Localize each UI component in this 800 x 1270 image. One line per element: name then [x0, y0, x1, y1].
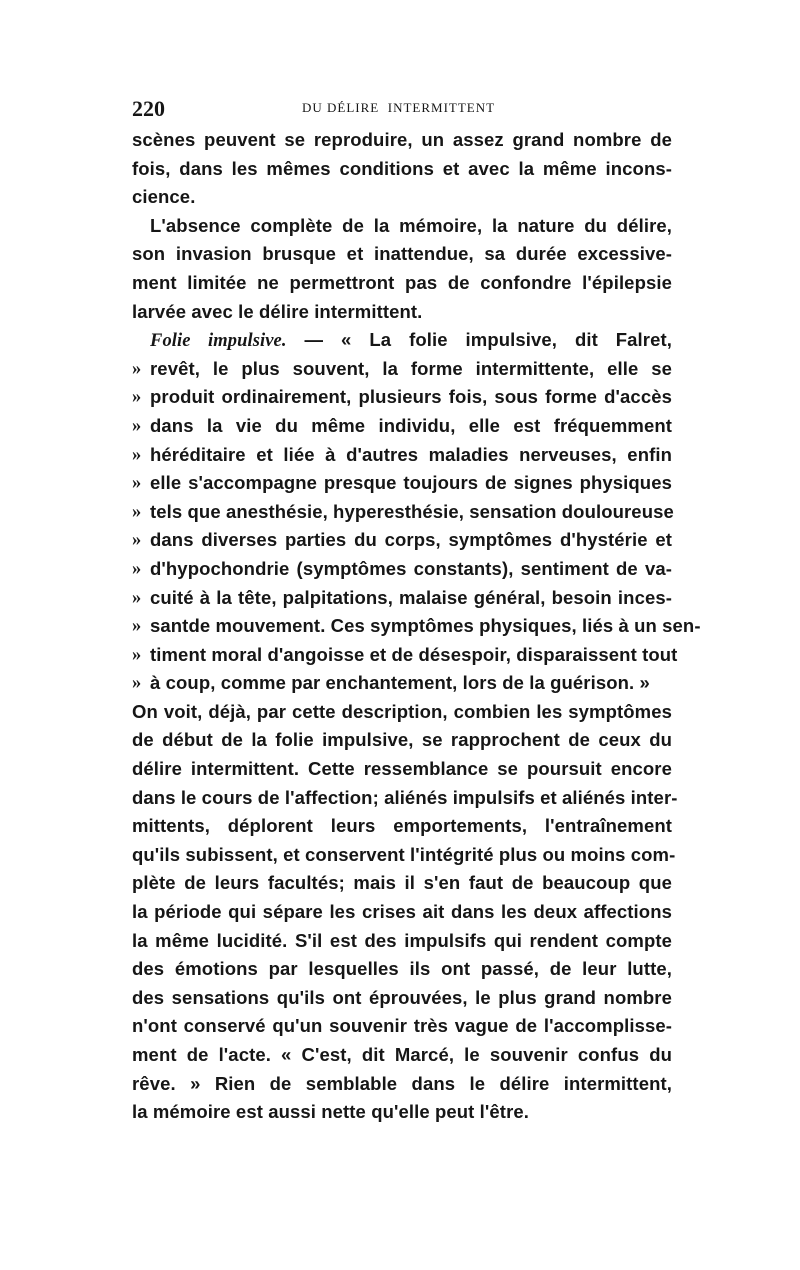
text-line [132, 612, 701, 641]
text-line [132, 441, 672, 470]
body-text [132, 126, 701, 1127]
text-line [132, 812, 672, 841]
quote-continuation-mark: » [132, 587, 142, 608]
line-text: santde mouvement. Ces symptômes physiques, liés à un sen- [150, 615, 701, 637]
text-line [132, 526, 672, 555]
text-line [132, 383, 672, 412]
line-text: des sensations qu'ils ont éprouvées, le plus grand nombre [132, 986, 672, 1008]
quote-continuation-mark: » [132, 501, 142, 522]
quote-continuation-mark: » [132, 473, 142, 494]
text-line [132, 784, 678, 813]
text-line [132, 755, 672, 784]
text-line [132, 155, 672, 184]
running-head: DU DÉLIRE INTERMITTENT [302, 100, 496, 115]
line-text: d'hypochondrie (symptômes constants), sentiment de va- [150, 557, 672, 579]
line-text: héréditaire et liée à d'autres maladies nerveuses, enfin [150, 443, 672, 465]
text-line [132, 698, 672, 727]
line-text: scènes peuvent se reproduire, un assez grand nombre de [132, 129, 672, 150]
line-text: ment de l'acte. « C'est, dit Marcé, le souvenir confus du [132, 1044, 672, 1065]
text-line [132, 1012, 672, 1041]
line-text: la mémoire est aussi nette qu'elle peut l'être. [132, 1101, 529, 1123]
line-text: dans diverses parties du corps, symptômes d'hystérie et [150, 529, 672, 551]
text-line [132, 212, 672, 241]
quote-continuation-mark: » [132, 530, 142, 551]
line-text: elle s'accompagne presque toujours de signes physiques [150, 472, 672, 494]
quote-continuation-mark: » [132, 558, 142, 579]
text-line [132, 126, 672, 155]
line-text: revêt, le plus souvent, la forme intermittente, elle se [150, 357, 672, 379]
line-text: son invasion brusque et inattendue, sa durée excessive- [132, 243, 672, 265]
text-line [132, 240, 672, 269]
text-line [132, 869, 672, 898]
text-line [132, 412, 672, 441]
line-text: la période qui sépare les crises ait dans les deux affections [132, 901, 672, 923]
text-line [132, 584, 672, 613]
text-line [132, 984, 672, 1013]
line-text: délire intermittent. Cette ressemblance se poursuit encore [132, 758, 672, 780]
text-line [132, 669, 672, 698]
line-text: plète de leurs facultés; mais il s'en faut de beaucoup que [132, 872, 672, 894]
quote-continuation-mark: » [132, 358, 142, 379]
line-text: à coup, comme par enchantement, lors de la guérison. » [150, 672, 650, 694]
line-text: tels que anesthésie, hyperesthésie, sensation douloureuse [150, 500, 674, 522]
line-text: fois, dans les mêmes conditions et avec la même incons- [132, 157, 672, 179]
text-line [132, 326, 672, 355]
line-text: n'ont conservé qu'un souvenir très vague de l'accomplisse- [132, 1015, 672, 1037]
text-line [132, 898, 672, 927]
line-text: la même lucidité. S'il est des impulsifs qui rendent compte [132, 929, 672, 951]
page-number: 220 [132, 96, 165, 121]
text-line [132, 555, 672, 584]
line-text: dans la vie du même individu, elle est fréquemment [150, 414, 672, 436]
quote-continuation-mark: » [132, 673, 142, 694]
line-text: dans le cours de l'affection; aliénés impulsifs et aliénés inter- [132, 786, 678, 808]
line-text: des émotions par lesquelles ils ont passé, de leur lutte, [132, 958, 672, 980]
line-text: ment limitée ne permettront pas de confondre l'épilepsie [132, 271, 672, 293]
text-line [132, 1098, 672, 1127]
text-line [132, 469, 672, 498]
line-text: de début de la folie impulsive, se rapprochent de ceux du [132, 729, 672, 751]
text-line [132, 726, 672, 755]
text-line [132, 641, 678, 670]
line-text: larvée avec le délire intermittent. [132, 300, 423, 322]
quote-continuation-mark: » [132, 415, 142, 436]
section-heading-italic: Folie impulsive. [150, 331, 287, 352]
text-line [132, 841, 676, 870]
line-text: cuité à la tête, palpitations, malaise général, besoin inces- [150, 586, 672, 608]
text-line [132, 955, 672, 984]
line-text: qu'ils subissent, et conservent l'intégrité plus ou moins com- [132, 843, 676, 865]
line-text: cience. [132, 186, 196, 208]
text-line [132, 269, 672, 298]
line-text: produit ordinairement, plusieurs fois, sous forme d'accès [150, 386, 672, 408]
text-line [132, 927, 672, 956]
line-text: timent moral d'angoisse et de désespoir, disparaissent tout [150, 643, 678, 665]
line-text: On voit, déjà, par cette description, combien les symptômes [132, 700, 672, 722]
line-text: mittents, déplorent leurs emportements, l'entraînement [132, 815, 672, 837]
quote-continuation-mark: » [132, 444, 142, 465]
line-text: rêve. » Rien de semblable dans le délire intermittent, [132, 1072, 672, 1094]
text-line [132, 298, 672, 327]
line-text: — « La folie impulsive, dit Falret, [286, 329, 672, 351]
quote-continuation-mark: » [132, 387, 142, 408]
text-line [132, 1070, 672, 1099]
quote-continuation-mark: » [132, 616, 142, 637]
text-line [132, 1041, 672, 1070]
page-header [132, 96, 672, 120]
text-line [132, 183, 672, 212]
quote-continuation-mark: » [132, 644, 142, 665]
text-line [132, 498, 672, 527]
text-line [132, 355, 672, 384]
line-text: L'absence complète de la mémoire, la nature du délire, [150, 214, 672, 236]
